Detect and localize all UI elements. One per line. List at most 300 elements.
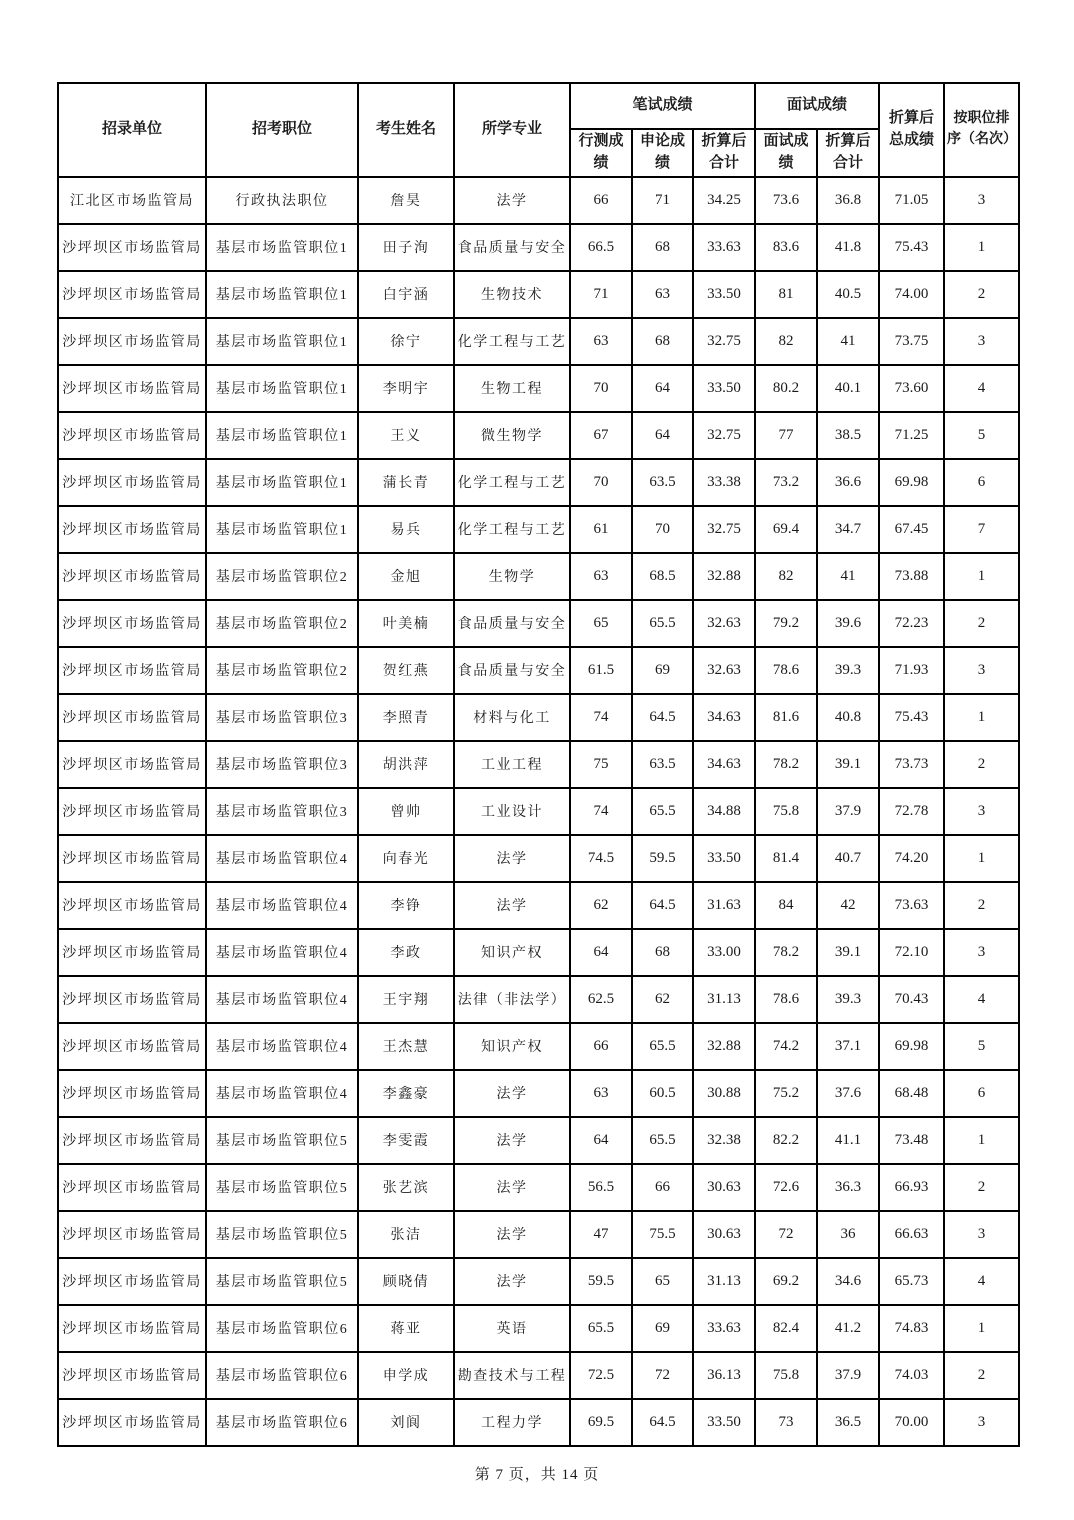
table-row [58, 1211, 1019, 1258]
table-row [58, 224, 1019, 271]
major-cell: 法学 [454, 1117, 570, 1164]
interview-score-cell: 73.2 [755, 459, 817, 506]
position-cell: 基层市场监管职位6 [206, 1352, 358, 1399]
table-row [58, 694, 1019, 741]
position-cell: 基层市场监管职位1 [206, 224, 358, 271]
unit-cell: 沙坪坝区市场监管局 [58, 1258, 206, 1305]
candidate-name-cell: 张艺滨 [358, 1164, 454, 1211]
xingce-score-cell: 59.5 [570, 1258, 632, 1305]
table-row [58, 412, 1019, 459]
position-cell: 基层市场监管职位4 [206, 835, 358, 882]
shenlun-score-cell: 68.5 [632, 553, 693, 600]
written-converted-cell: 34.63 [693, 694, 755, 741]
table-row [58, 553, 1019, 600]
major-cell: 法学 [454, 1164, 570, 1211]
total-score-cell: 73.63 [879, 882, 944, 929]
table-row [58, 600, 1019, 647]
unit-cell: 沙坪坝区市场监管局 [58, 365, 206, 412]
unit-cell: 沙坪坝区市场监管局 [58, 1305, 206, 1352]
header-total-score: 折算后总成绩 [879, 83, 944, 177]
total-score-cell: 70.43 [879, 976, 944, 1023]
shenlun-score-cell: 65.5 [632, 600, 693, 647]
position-cell: 基层市场监管职位5 [206, 1211, 358, 1258]
candidate-name-cell: 向春光 [358, 835, 454, 882]
written-converted-cell: 32.38 [693, 1117, 755, 1164]
table-row [58, 976, 1019, 1023]
shenlun-score-cell: 63.5 [632, 741, 693, 788]
xingce-score-cell: 63 [570, 318, 632, 365]
unit-cell: 沙坪坝区市场监管局 [58, 694, 206, 741]
major-cell: 法学 [454, 1258, 570, 1305]
rank-cell: 3 [944, 177, 1019, 224]
interview-score-cell: 78.6 [755, 647, 817, 694]
total-score-cell: 72.78 [879, 788, 944, 835]
major-cell: 知识产权 [454, 1023, 570, 1070]
rank-cell: 2 [944, 1164, 1019, 1211]
interview-converted-cell: 41 [817, 318, 879, 365]
position-cell: 基层市场监管职位4 [206, 882, 358, 929]
rank-cell: 1 [944, 1305, 1019, 1352]
written-converted-cell: 32.88 [693, 553, 755, 600]
major-cell: 生物工程 [454, 365, 570, 412]
candidate-name-cell: 李照青 [358, 694, 454, 741]
major-cell: 微生物学 [454, 412, 570, 459]
table-row [58, 1399, 1019, 1446]
candidate-name-cell: 曾帅 [358, 788, 454, 835]
interview-converted-cell: 34.6 [817, 1258, 879, 1305]
rank-cell: 2 [944, 600, 1019, 647]
position-cell: 基层市场监管职位6 [206, 1399, 358, 1446]
interview-converted-cell: 41.1 [817, 1117, 879, 1164]
shenlun-score-cell: 75.5 [632, 1211, 693, 1258]
position-cell: 基层市场监管职位1 [206, 412, 358, 459]
rank-cell: 4 [944, 1258, 1019, 1305]
xingce-score-cell: 72.5 [570, 1352, 632, 1399]
total-score-cell: 66.63 [879, 1211, 944, 1258]
position-cell: 基层市场监管职位2 [206, 600, 358, 647]
major-cell: 法学 [454, 835, 570, 882]
position-cell: 基层市场监管职位1 [206, 318, 358, 365]
rank-cell: 4 [944, 365, 1019, 412]
interview-converted-cell: 39.3 [817, 976, 879, 1023]
total-score-cell: 73.73 [879, 741, 944, 788]
header-interview-converted: 折算后合计 [817, 129, 879, 177]
unit-cell: 沙坪坝区市场监管局 [58, 741, 206, 788]
table-row [58, 1117, 1019, 1164]
interview-score-cell: 82 [755, 318, 817, 365]
interview-converted-cell: 39.6 [817, 600, 879, 647]
shenlun-score-cell: 68 [632, 929, 693, 976]
candidate-name-cell: 白宇涵 [358, 271, 454, 318]
position-cell: 基层市场监管职位3 [206, 741, 358, 788]
unit-cell: 沙坪坝区市场监管局 [58, 882, 206, 929]
table-row [58, 1305, 1019, 1352]
header-major: 所学专业 [454, 83, 570, 177]
position-cell: 基层市场监管职位1 [206, 271, 358, 318]
interview-converted-cell: 36.5 [817, 1399, 879, 1446]
major-cell: 法学 [454, 1070, 570, 1117]
position-cell: 基层市场监管职位4 [206, 1070, 358, 1117]
rank-cell: 3 [944, 647, 1019, 694]
candidate-name-cell: 李明宇 [358, 365, 454, 412]
total-score-cell: 74.20 [879, 835, 944, 882]
header-position: 招考职位 [206, 83, 358, 177]
rank-cell: 2 [944, 271, 1019, 318]
rank-cell: 1 [944, 835, 1019, 882]
position-cell: 基层市场监管职位4 [206, 1023, 358, 1070]
table-header [58, 83, 1019, 177]
interview-score-cell: 78.6 [755, 976, 817, 1023]
interview-converted-cell: 34.7 [817, 506, 879, 553]
score-table [57, 82, 1020, 1447]
rank-cell: 1 [944, 694, 1019, 741]
table-row [58, 647, 1019, 694]
header-interview-score: 面试成绩 [755, 129, 817, 177]
interview-score-cell: 82.2 [755, 1117, 817, 1164]
xingce-score-cell: 63 [570, 553, 632, 600]
xingce-score-cell: 74.5 [570, 835, 632, 882]
interview-converted-cell: 36 [817, 1211, 879, 1258]
xingce-score-cell: 64 [570, 1117, 632, 1164]
written-converted-cell: 34.88 [693, 788, 755, 835]
table-row [58, 741, 1019, 788]
interview-score-cell: 81.4 [755, 835, 817, 882]
table-body [58, 177, 1019, 1446]
shenlun-score-cell: 60.5 [632, 1070, 693, 1117]
total-score-cell: 71.25 [879, 412, 944, 459]
table-row [58, 1164, 1019, 1211]
interview-converted-cell: 41.2 [817, 1305, 879, 1352]
written-converted-cell: 32.63 [693, 647, 755, 694]
written-converted-cell: 36.13 [693, 1352, 755, 1399]
rank-cell: 3 [944, 318, 1019, 365]
interview-score-cell: 73.6 [755, 177, 817, 224]
rank-cell: 2 [944, 1352, 1019, 1399]
rank-cell: 6 [944, 459, 1019, 506]
major-cell: 化学工程与工艺 [454, 459, 570, 506]
interview-converted-cell: 37.6 [817, 1070, 879, 1117]
interview-converted-cell: 41.8 [817, 224, 879, 271]
xingce-score-cell: 71 [570, 271, 632, 318]
position-cell: 基层市场监管职位1 [206, 365, 358, 412]
rank-cell: 7 [944, 506, 1019, 553]
xingce-score-cell: 64 [570, 929, 632, 976]
candidate-name-cell: 叶美楠 [358, 600, 454, 647]
header-candidate-name: 考生姓名 [358, 83, 454, 177]
candidate-name-cell: 田子洵 [358, 224, 454, 271]
total-score-cell: 73.88 [879, 553, 944, 600]
written-converted-cell: 33.63 [693, 1305, 755, 1352]
written-converted-cell: 30.88 [693, 1070, 755, 1117]
major-cell: 材料与化工 [454, 694, 570, 741]
xingce-score-cell: 66 [570, 1023, 632, 1070]
xingce-score-cell: 62.5 [570, 976, 632, 1023]
shenlun-score-cell: 65.5 [632, 788, 693, 835]
shenlun-score-cell: 69 [632, 647, 693, 694]
xingce-score-cell: 74 [570, 788, 632, 835]
written-converted-cell: 33.63 [693, 224, 755, 271]
unit-cell: 江北区市场监管局 [58, 177, 206, 224]
candidate-name-cell: 詹昊 [358, 177, 454, 224]
xingce-score-cell: 75 [570, 741, 632, 788]
total-score-cell: 70.00 [879, 1399, 944, 1446]
major-cell: 知识产权 [454, 929, 570, 976]
total-score-cell: 74.83 [879, 1305, 944, 1352]
xingce-score-cell: 65 [570, 600, 632, 647]
header-unit: 招录单位 [58, 83, 206, 177]
written-converted-cell: 31.13 [693, 976, 755, 1023]
unit-cell: 沙坪坝区市场监管局 [58, 459, 206, 506]
shenlun-score-cell: 70 [632, 506, 693, 553]
position-cell: 基层市场监管职位5 [206, 1117, 358, 1164]
table-row [58, 1023, 1019, 1070]
total-score-cell: 74.03 [879, 1352, 944, 1399]
written-converted-cell: 30.63 [693, 1164, 755, 1211]
unit-cell: 沙坪坝区市场监管局 [58, 224, 206, 271]
interview-score-cell: 83.6 [755, 224, 817, 271]
written-converted-cell: 33.50 [693, 1399, 755, 1446]
written-converted-cell: 34.63 [693, 741, 755, 788]
interview-score-cell: 72 [755, 1211, 817, 1258]
major-cell: 化学工程与工艺 [454, 318, 570, 365]
written-converted-cell: 32.75 [693, 412, 755, 459]
interview-score-cell: 69.4 [755, 506, 817, 553]
interview-score-cell: 78.2 [755, 929, 817, 976]
table-row [58, 318, 1019, 365]
rank-cell: 4 [944, 976, 1019, 1023]
table-row [58, 1352, 1019, 1399]
unit-cell: 沙坪坝区市场监管局 [58, 553, 206, 600]
candidate-name-cell: 张洁 [358, 1211, 454, 1258]
written-converted-cell: 32.75 [693, 506, 755, 553]
position-cell: 基层市场监管职位3 [206, 788, 358, 835]
xingce-score-cell: 47 [570, 1211, 632, 1258]
header-rank: 按职位排序（名次） [944, 83, 1019, 177]
shenlun-score-cell: 64.5 [632, 882, 693, 929]
interview-converted-cell: 36.8 [817, 177, 879, 224]
major-cell: 工业工程 [454, 741, 570, 788]
interview-score-cell: 75.8 [755, 788, 817, 835]
candidate-name-cell: 王义 [358, 412, 454, 459]
interview-converted-cell: 36.6 [817, 459, 879, 506]
interview-converted-cell: 40.5 [817, 271, 879, 318]
xingce-score-cell: 61.5 [570, 647, 632, 694]
candidate-name-cell: 易兵 [358, 506, 454, 553]
written-converted-cell: 30.63 [693, 1211, 755, 1258]
unit-cell: 沙坪坝区市场监管局 [58, 835, 206, 882]
candidate-name-cell: 胡洪萍 [358, 741, 454, 788]
shenlun-score-cell: 65.5 [632, 1023, 693, 1070]
interview-score-cell: 72.6 [755, 1164, 817, 1211]
total-score-cell: 74.00 [879, 271, 944, 318]
unit-cell: 沙坪坝区市场监管局 [58, 929, 206, 976]
total-score-cell: 73.75 [879, 318, 944, 365]
candidate-name-cell: 李鑫豪 [358, 1070, 454, 1117]
written-converted-cell: 33.38 [693, 459, 755, 506]
interview-score-cell: 82 [755, 553, 817, 600]
shenlun-score-cell: 65.5 [632, 1117, 693, 1164]
total-score-cell: 73.48 [879, 1117, 944, 1164]
written-converted-cell: 31.63 [693, 882, 755, 929]
interview-converted-cell: 41 [817, 553, 879, 600]
shenlun-score-cell: 68 [632, 318, 693, 365]
interview-score-cell: 75.8 [755, 1352, 817, 1399]
position-cell: 基层市场监管职位2 [206, 647, 358, 694]
interview-score-cell: 69.2 [755, 1258, 817, 1305]
major-cell: 法律（非法学） [454, 976, 570, 1023]
shenlun-score-cell: 66 [632, 1164, 693, 1211]
interview-score-cell: 77 [755, 412, 817, 459]
rank-cell: 3 [944, 1399, 1019, 1446]
header-written-group: 笔试成绩 [570, 83, 755, 129]
total-score-cell: 71.93 [879, 647, 944, 694]
candidate-name-cell: 李政 [358, 929, 454, 976]
written-converted-cell: 32.88 [693, 1023, 755, 1070]
interview-converted-cell: 37.9 [817, 788, 879, 835]
rank-cell: 3 [944, 929, 1019, 976]
xingce-score-cell: 69.5 [570, 1399, 632, 1446]
shenlun-score-cell: 71 [632, 177, 693, 224]
table-row [58, 788, 1019, 835]
written-converted-cell: 34.25 [693, 177, 755, 224]
table-row [58, 835, 1019, 882]
major-cell: 工业设计 [454, 788, 570, 835]
shenlun-score-cell: 63.5 [632, 459, 693, 506]
interview-converted-cell: 39.1 [817, 929, 879, 976]
table-row [58, 882, 1019, 929]
written-converted-cell: 32.63 [693, 600, 755, 647]
unit-cell: 沙坪坝区市场监管局 [58, 318, 206, 365]
major-cell: 食品质量与安全 [454, 224, 570, 271]
header-interview-group: 面试成绩 [755, 83, 879, 129]
written-converted-cell: 32.75 [693, 318, 755, 365]
interview-score-cell: 81.6 [755, 694, 817, 741]
interview-score-cell: 79.2 [755, 600, 817, 647]
unit-cell: 沙坪坝区市场监管局 [58, 271, 206, 318]
major-cell: 法学 [454, 882, 570, 929]
major-cell: 化学工程与工艺 [454, 506, 570, 553]
written-converted-cell: 33.00 [693, 929, 755, 976]
interview-converted-cell: 37.9 [817, 1352, 879, 1399]
header-written-converted: 折算后合计 [693, 129, 755, 177]
rank-cell: 1 [944, 1117, 1019, 1164]
total-score-cell: 72.23 [879, 600, 944, 647]
unit-cell: 沙坪坝区市场监管局 [58, 976, 206, 1023]
major-cell: 法学 [454, 177, 570, 224]
shenlun-score-cell: 64.5 [632, 694, 693, 741]
header-xingce-score: 行测成绩 [570, 129, 632, 177]
shenlun-score-cell: 59.5 [632, 835, 693, 882]
unit-cell: 沙坪坝区市场监管局 [58, 1070, 206, 1117]
major-cell: 勘查技术与工程 [454, 1352, 570, 1399]
unit-cell: 沙坪坝区市场监管局 [58, 788, 206, 835]
table-row [58, 1258, 1019, 1305]
rank-cell: 5 [944, 1023, 1019, 1070]
shenlun-score-cell: 72 [632, 1352, 693, 1399]
xingce-score-cell: 56.5 [570, 1164, 632, 1211]
unit-cell: 沙坪坝区市场监管局 [58, 412, 206, 459]
unit-cell: 沙坪坝区市场监管局 [58, 1399, 206, 1446]
rank-cell: 3 [944, 1211, 1019, 1258]
total-score-cell: 73.60 [879, 365, 944, 412]
table-row [58, 177, 1019, 224]
xingce-score-cell: 66 [570, 177, 632, 224]
written-converted-cell: 33.50 [693, 365, 755, 412]
interview-converted-cell: 39.1 [817, 741, 879, 788]
total-score-cell: 68.48 [879, 1070, 944, 1117]
unit-cell: 沙坪坝区市场监管局 [58, 1117, 206, 1164]
unit-cell: 沙坪坝区市场监管局 [58, 1352, 206, 1399]
position-cell: 基层市场监管职位1 [206, 459, 358, 506]
table-row [58, 271, 1019, 318]
total-score-cell: 75.43 [879, 224, 944, 271]
candidate-name-cell: 王宇翔 [358, 976, 454, 1023]
major-cell: 生物学 [454, 553, 570, 600]
position-cell: 基层市场监管职位2 [206, 553, 358, 600]
interview-score-cell: 82.4 [755, 1305, 817, 1352]
candidate-name-cell: 蒲长青 [358, 459, 454, 506]
total-score-cell: 65.73 [879, 1258, 944, 1305]
position-cell: 基层市场监管职位3 [206, 694, 358, 741]
xingce-score-cell: 65.5 [570, 1305, 632, 1352]
unit-cell: 沙坪坝区市场监管局 [58, 1164, 206, 1211]
xingce-score-cell: 62 [570, 882, 632, 929]
table-row [58, 929, 1019, 976]
shenlun-score-cell: 63 [632, 271, 693, 318]
total-score-cell: 71.05 [879, 177, 944, 224]
total-score-cell: 69.98 [879, 459, 944, 506]
xingce-score-cell: 63 [570, 1070, 632, 1117]
interview-score-cell: 75.2 [755, 1070, 817, 1117]
xingce-score-cell: 74 [570, 694, 632, 741]
table-row [58, 459, 1019, 506]
table-row [58, 365, 1019, 412]
xingce-score-cell: 70 [570, 459, 632, 506]
shenlun-score-cell: 62 [632, 976, 693, 1023]
interview-score-cell: 78.2 [755, 741, 817, 788]
rank-cell: 6 [944, 1070, 1019, 1117]
table-row [58, 1070, 1019, 1117]
xingce-score-cell: 67 [570, 412, 632, 459]
interview-converted-cell: 40.8 [817, 694, 879, 741]
candidate-name-cell: 金旭 [358, 553, 454, 600]
shenlun-score-cell: 68 [632, 224, 693, 271]
major-cell: 英语 [454, 1305, 570, 1352]
shenlun-score-cell: 65 [632, 1258, 693, 1305]
interview-score-cell: 74.2 [755, 1023, 817, 1070]
interview-score-cell: 73 [755, 1399, 817, 1446]
rank-cell: 1 [944, 553, 1019, 600]
total-score-cell: 66.93 [879, 1164, 944, 1211]
table-row [58, 506, 1019, 553]
candidate-name-cell: 申学成 [358, 1352, 454, 1399]
interview-converted-cell: 40.7 [817, 835, 879, 882]
interview-converted-cell: 36.3 [817, 1164, 879, 1211]
major-cell: 生物技术 [454, 271, 570, 318]
position-cell: 基层市场监管职位4 [206, 929, 358, 976]
written-converted-cell: 33.50 [693, 271, 755, 318]
xingce-score-cell: 61 [570, 506, 632, 553]
candidate-name-cell: 李雯霞 [358, 1117, 454, 1164]
unit-cell: 沙坪坝区市场监管局 [58, 1023, 206, 1070]
major-cell: 工程力学 [454, 1399, 570, 1446]
rank-cell: 5 [944, 412, 1019, 459]
xingce-score-cell: 66.5 [570, 224, 632, 271]
rank-cell: 2 [944, 882, 1019, 929]
total-score-cell: 72.10 [879, 929, 944, 976]
candidate-name-cell: 顾晓倩 [358, 1258, 454, 1305]
candidate-name-cell: 贺红燕 [358, 647, 454, 694]
